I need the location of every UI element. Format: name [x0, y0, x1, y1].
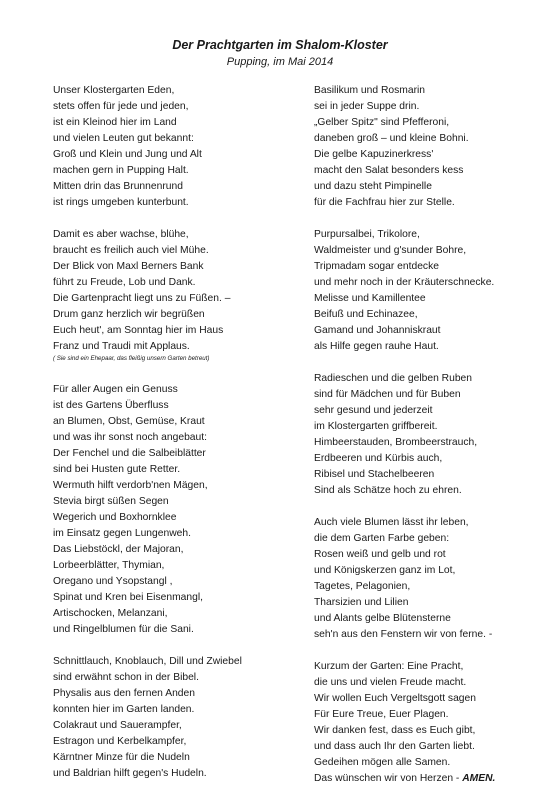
stanza [53, 382, 298, 638]
stanza [53, 83, 298, 211]
verse-line: Euch heut', am Sonntag hier im Haus [53, 325, 224, 336]
verse-line: Das Liebstöckl, der Majoran, [53, 544, 184, 555]
verse-line: Tharsizien und Lilien [314, 597, 409, 608]
verse-line: Ribisel und Stachelbeeren [314, 469, 435, 480]
verse-line: Groß und Klein und Jung und Alt [53, 149, 202, 160]
poem-title: Der Prachtgarten im Shalom-Kloster [172, 38, 388, 52]
verse-line: Himbeerstauden, Brombeerstrauch, [314, 437, 478, 448]
verse-line: Franz und Traudi mit Applaus. [53, 341, 190, 352]
verse-line: macht den Salat besonders kess [314, 165, 464, 176]
verse-line: Physalis aus den fernen Anden [53, 688, 195, 699]
stanza-note: ( Sie sind ein Ehepaar, das fleißig unsern Garten betreut) [53, 355, 210, 362]
verse-line: seh'n aus den Fenstern wir von ferne. - [314, 629, 493, 640]
verse-line: und dass auch Ihr den Garten liebt. [314, 741, 475, 752]
verse-line: sind für Mädchen und für Buben [314, 389, 461, 400]
verse-line: führt zu Freude, Lob und Dank. [53, 277, 196, 288]
stanza [314, 83, 550, 211]
verse-line: Der Fenchel und die Salbeiblätter [53, 448, 206, 459]
verse-line: Spinat und Kren bei Eisenmangl, [53, 592, 203, 603]
verse-line: ist rings umgeben kunterbunt. [53, 197, 189, 208]
verse-line: im Klostergarten griffbereit. [314, 421, 438, 432]
stanza [53, 227, 298, 366]
verse-line: Wir wollen Euch Vergeltsgott sagen [314, 693, 476, 704]
verse-line: Unser Klostergarten Eden, [53, 85, 175, 96]
verse-line: Damit es aber wachse, blühe, [53, 229, 189, 240]
stanza [314, 659, 550, 787]
verse-line: Schnittlauch, Knoblauch, Dill und Zwiebel [53, 656, 242, 667]
verse-line: Purpursalbei, Trikolore, [314, 229, 420, 240]
verse-line: Für Eure Treue, Euer Plagen. [314, 709, 449, 720]
verse-line: Erdbeeren und Kürbis auch, [314, 453, 443, 464]
stanza [314, 371, 550, 499]
verse-line: Gamand und Johanniskraut [314, 325, 441, 336]
verse-line: Wegerich und Boxhornklee [53, 512, 177, 523]
verse-line: „Gelber Spitz" sind Pfefferoni, [314, 117, 450, 128]
verse-line: Wermuth hilft verdorb'nen Mägen, [53, 480, 208, 491]
verse-line: Lorbeerblätter, Thymian, [53, 560, 165, 571]
verse-line: Kärntner Minze für die Nudeln [53, 752, 190, 763]
verse-line: sei in jeder Suppe drin. [314, 101, 420, 112]
place-date: Pupping, im Mai 2014 [226, 56, 334, 68]
verse-line: und dazu steht Pimpinelle [314, 181, 432, 192]
verse-line: im Einsatz gegen Lungenweh. [53, 528, 191, 539]
verse-line: Melisse und Kamillentee [314, 293, 426, 304]
stanza [314, 515, 550, 643]
verse-line: stets offen für jede und jeden, [53, 101, 189, 112]
verse-line: Der Blick von Maxl Berners Bank [53, 261, 204, 272]
verse-line: Stevia birgt süßen Segen [53, 496, 169, 507]
verse-line: Beifuß und Echinazee, [314, 309, 418, 320]
left-column [53, 83, 298, 798]
stanza [314, 227, 550, 355]
verse-line: sind erwähnt schon in der Bibel. [53, 672, 199, 683]
verse-line: die dem Garten Farbe geben: [314, 533, 450, 544]
verse-line: und vielen Leuten gut bekannt: [53, 133, 194, 144]
verse-line: Die gelbe Kapuzinerkress' [314, 149, 434, 160]
right-column [314, 83, 550, 803]
verse-line: Mitten drin das Brunnenrund [53, 181, 183, 192]
verse-line-text: Das wünschen wir von Herzen - [314, 773, 460, 784]
verse-line: Für aller Augen ein Genuss [53, 384, 178, 395]
verse-line: Estragon und Kerbelkampfer, [53, 736, 187, 747]
verse-line: Auch viele Blumen lässt ihr leben, [314, 517, 469, 528]
verse-line: Sind als Schätze hoch zu ehren. [314, 485, 462, 496]
verse-line: Wir danken fest, dass es Euch gibt, [314, 725, 476, 736]
verse-line: und was ihr sonst noch angebaut: [53, 432, 207, 443]
verse-line: braucht es freilich auch viel Mühe. [53, 245, 209, 256]
verse-line: Gedeihen mögen alle Samen. [314, 757, 451, 768]
verse-line: machen gern in Pupping Halt. [53, 165, 189, 176]
verse-line: ist des Gartens Überfluss [53, 400, 169, 411]
verse-line: sind bei Husten gute Retter. [53, 464, 181, 475]
verse-line: und Alants gelbe Blütensterne [314, 613, 451, 624]
verse-line: Artischocken, Melanzani, [53, 608, 168, 619]
verse-line: Oregano und Ysopstangl , [53, 576, 173, 587]
verse-line: als Hilfe gegen rauhe Haut. [314, 341, 439, 352]
closing-amen: AMEN. [462, 773, 496, 784]
verse-line: sehr gesund und jederzeit [314, 405, 433, 416]
verse-line: und mehr noch in der Kräuterschnecke. [314, 277, 495, 288]
verse-line: Basilikum und Rosmarin [314, 85, 426, 96]
verse-line: und Ringelblumen für die Sani. [53, 624, 194, 635]
verse-line: Die Gartenpracht liegt uns zu Füßen. – [53, 293, 231, 304]
verse-line: Rosen weiß und gelb und rot [314, 549, 446, 560]
verse-line: für die Fachfrau hier zur Stelle. [314, 197, 455, 208]
verse-line: Kurzum der Garten: Eine Pracht, [314, 661, 464, 672]
verse-line: Tagetes, Pelagonien, [314, 581, 411, 592]
verse-line: und Baldrian hilft gegen's Hudeln. [53, 768, 207, 779]
verse-line: und Königskerzen ganz im Lot, [314, 565, 456, 576]
verse-line: konnten hier im Garten landen. [53, 704, 195, 715]
verse-line: ist ein Kleinod hier im Land [53, 117, 177, 128]
verse-line: Radieschen und die gelben Ruben [314, 373, 473, 384]
verse-line: Waldmeister und g'sunder Bohre, [314, 245, 467, 256]
verse-line: Tripmadam sogar entdecke [314, 261, 439, 272]
verse-line: daneben groß – und kleine Bohni. [314, 133, 469, 144]
verse-line: Drum ganz herzlich wir begrüßen [53, 309, 205, 320]
stanza [53, 654, 298, 782]
verse-line: Colakraut und Sauerampfer, [53, 720, 182, 731]
verse-line [314, 771, 550, 787]
verse-line: die uns und vielen Freude macht. [314, 677, 467, 688]
verse-line: an Blumen, Obst, Gemüse, Kraut [53, 416, 205, 427]
